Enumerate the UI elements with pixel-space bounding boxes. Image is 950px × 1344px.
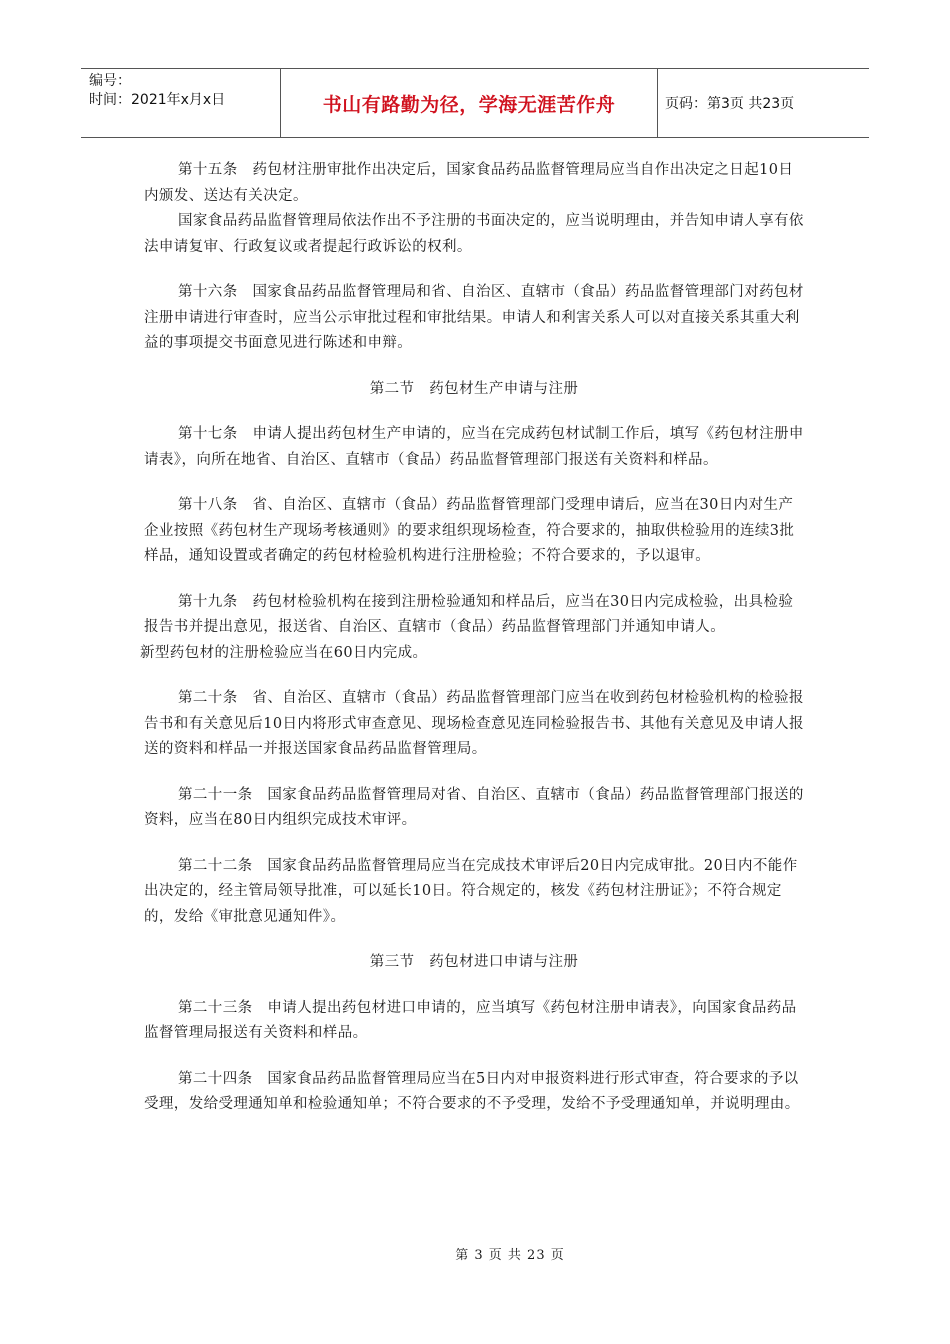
article-19: 第十九条 药包材检验机构在接到注册检验通知和样品后，应当在30日内完成检验，出具检验报告书并提出意见，报送省、自治区、直辖市（食品）药品监督管理部门并通知申请人。 [144,593,794,635]
section-3-heading: 第三节 药包材进口申请与注册 [369,954,579,970]
page-footer: 第 3 页 共 23 页 [455,1248,565,1263]
article-19-paragraph-2: 新型药包材的注册检验应当在60日内完成。 [140,644,428,661]
document-date: 时间：2021年x月x日 [89,92,226,108]
section-2-heading: 第二节 药包材生产申请与注册 [369,380,579,397]
article-21: 第二十一条 国家食品药品监督管理局对省、自治区、直辖市（食品）药品监督管理部门报送的资料，应当在80日内组织完成技术审评。 [144,786,804,828]
article-22: 第二十二条 国家食品药品监督管理局应当在完成技术审评后20日内完成审批。20日内不能作出决定的，经主管局领导批准，可以延长10日。符合规定的，核发《药包材注册证》；不符合规定的，发给《审批意见通知件》。 [144,857,798,925]
header-page-number: 页码：第3页 共23页 [665,96,795,112]
article-15: 第十五条 药包材注册审批作出决定后，国家食品药品监督管理局应当自作出决定之日起10日内颁发、送达有关决定。 [144,162,794,204]
article-16: 第十六条 国家食品药品监督管理局和省、自治区、直辖市（食品）药品监督管理部门对药包材注册申请进行审查时，应当公示审批过程和审批结果。申请人和利害关系人可以对直接关系其重大利益的事项提交书面意见进行陈述和申辩。 [144,284,804,351]
header-meta [81,69,281,137]
article-17: 第十七条 申请人提出药包材生产申请的，应当在完成药包材试制工作后，填写《药包材注册申请表》，向所在地省、自治区、直辖市（食品）药品监督管理部门报送有关资料和样品。 [144,426,804,468]
document-number-label: 编号： [89,73,131,89]
article-20: 第二十条 省、自治区、直辖市（食品）药品监督管理部门应当在收到药包材检验机构的检验报告书和有关意见后10日内将形式审查意见、现场检查意见连同检验报告书、其他有关意见及申请人报送的资料和样品一并报送国家食品药品监督管理局。 [144,690,804,757]
article-18: 第十八条 省、自治区、直辖市（食品）药品监督管理部门受理申请后，应当在30日内对生产企业按照《药包材生产现场考核通则》的要求组织现场检查，符合要求的，抽取供检验用的连续3批样品，通知设置或者确定的药包材检验机构进行注册检验；不符合要求的，予以退审。 [144,497,795,564]
article-23: 第二十三条 申请人提出药包材进口申请的，应当填写《药包材注册申请表》，向国家食品药品监督管理局报送有关资料和样品。 [144,999,797,1041]
header-motto: 书山有路勤为径，学海无涯苦作舟 [281,69,658,137]
document-body [140,158,804,1118]
article-24: 第二十四条 国家食品药品监督管理局应当在5日内对申报资料进行形式审查，符合要求的予以受理，发给受理通知单和检验通知单；不符合要求的不予受理，发给不予受理通知单，并说明理由。 [144,1070,800,1112]
article-15-paragraph-2: 国家食品药品监督管理局依法作出不予注册的书面决定的，应当说明理由，并告知申请人享有依法申请复审、行政复议或者提起行政诉讼的权利。 [144,213,804,255]
page-header [81,68,869,138]
